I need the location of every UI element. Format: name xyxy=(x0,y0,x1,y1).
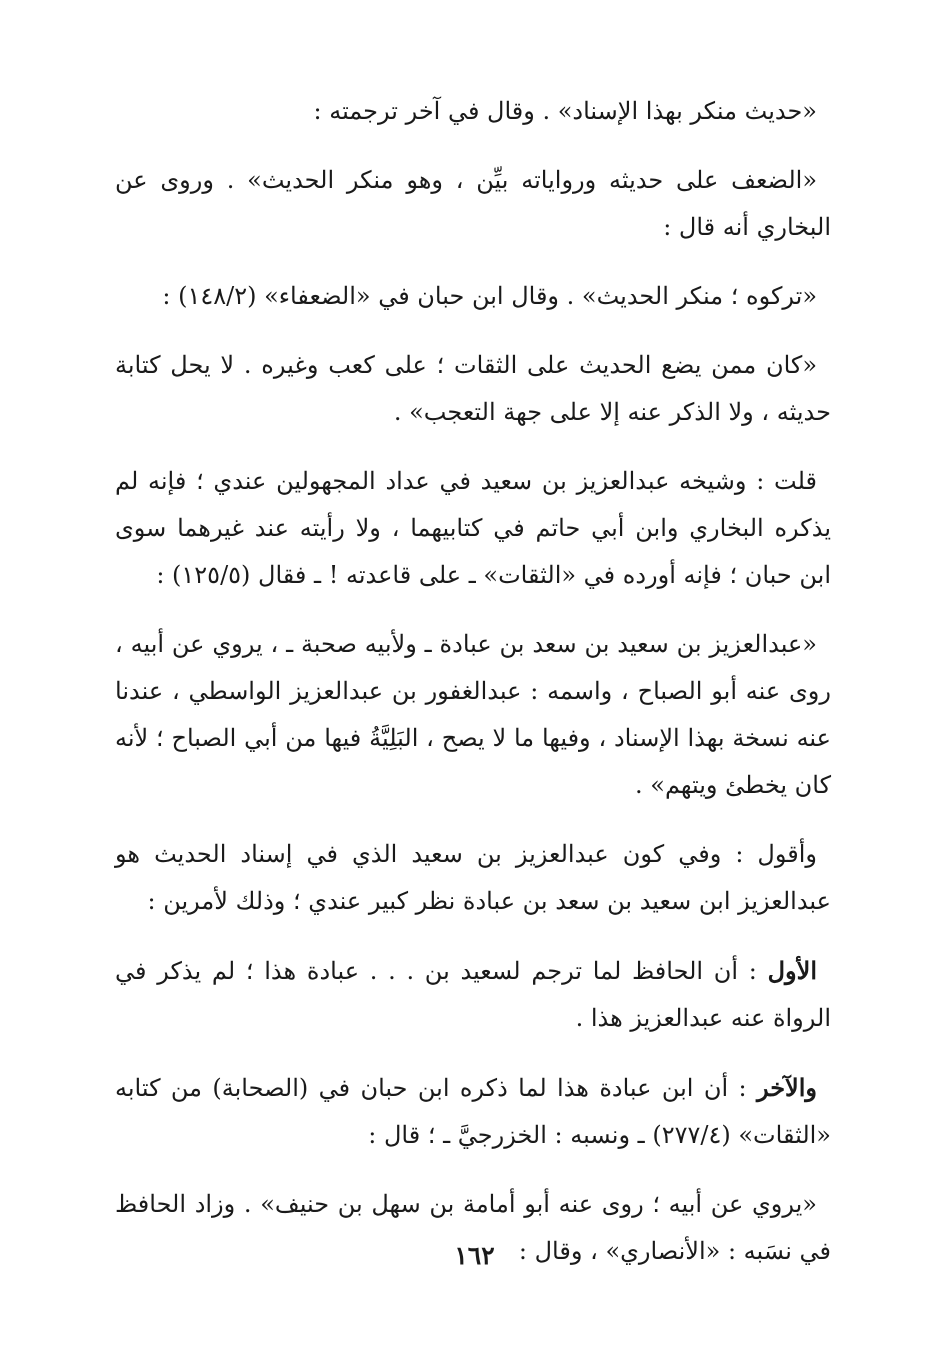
paragraph-4-text: «كان ممن يضع الحديث على الثقات ؛ على كعب وغيره . لا يحل كتابة حديثه ، ولا الذكر عنه إلا على جهة التعجب» . xyxy=(115,351,831,426)
paragraph-1 xyxy=(115,88,831,135)
paragraph-8 xyxy=(115,947,831,1042)
paragraph-9 xyxy=(115,1064,831,1159)
paragraph-9-text: : أن ابن عبادة هذا لما ذكره ابن حبان في (الصحابة) من كتابه «الثقات» (٢٧٧/٤) ـ ونسبه : الخزرجيَّ ـ ؛ قال : xyxy=(115,1074,831,1149)
paragraph-6 xyxy=(115,621,831,809)
paragraph-3 xyxy=(115,273,831,320)
page-body xyxy=(115,88,831,1297)
paragraph-4 xyxy=(115,342,831,436)
paragraph-7-text: وأقول : وفي كون عبدالعزيز بن سعيد الذي في إسناد الحديث هو عبدالعزيز ابن سعيد بن سعد بن عبادة نظر كبير عندي ؛ وذلك لأمرين : xyxy=(115,840,831,915)
paragraph-8-text: : أن الحافظ لما ترجم لسعيد بن . . . عبادة هذا ؛ لم يذكر في الرواة عنه عبدالعزيز هذا . xyxy=(115,957,831,1032)
paragraph-8-lead: الأول xyxy=(767,956,817,985)
paragraph-9-lead: والآخر xyxy=(756,1073,817,1102)
paragraph-6-text: «عبدالعزيز بن سعيد بن سعد بن عبادة ـ ولأبيه صحبة ـ ، يروي عن أبيه ، روى عنه أبو الصباح ، واسمه : عبدالغفور بن عبدالعزيز الواسطي ، عندنا عنه نسخة بهذا الإسناد ، وفيها ما لا يصح ، البَلِيَّةُ فيها من أبي الصباح ؛ لأنه كان يخطئ ويتهم» . xyxy=(115,630,831,799)
paragraph-3-text: «تركوه ؛ منكر الحديث» . وقال ابن حبان في «الضعفاء» (١٤٨/٢) : xyxy=(162,282,817,310)
paragraph-5 xyxy=(115,458,831,599)
paragraph-2-text: «الضعف على حديثه ورواياته بيِّن ، وهو منكر الحديث» . وروى عن البخاري أنه قال : xyxy=(115,166,831,241)
paragraph-10-text: «يروي عن أبيه ؛ روى عنه أبو أمامة بن سهل بن حنيف» . وزاد الحافظ في نسَبه : «الأنصاري» ، وقال : xyxy=(115,1190,831,1265)
paragraph-1-text: «حديث منكر بهذا الإسناد» . وقال في آخر ترجمته : xyxy=(313,97,817,125)
paragraph-2 xyxy=(115,157,831,251)
page-number: ١٦٢ xyxy=(454,1241,495,1270)
paragraph-7 xyxy=(115,831,831,925)
paragraph-5-text: قلت : وشيخه عبدالعزيز بن سعيد في عداد المجهولين عندي ؛ فإنه لم يذكره البخاري وابن أبي حاتم في كتابيهما ، ولا رأيته عند غيرهما سوى ابن حبان ؛ فإنه أورده في «الثقات» ـ على قاعدته ! ـ فقال (١٢٥/٥) : xyxy=(115,467,831,589)
